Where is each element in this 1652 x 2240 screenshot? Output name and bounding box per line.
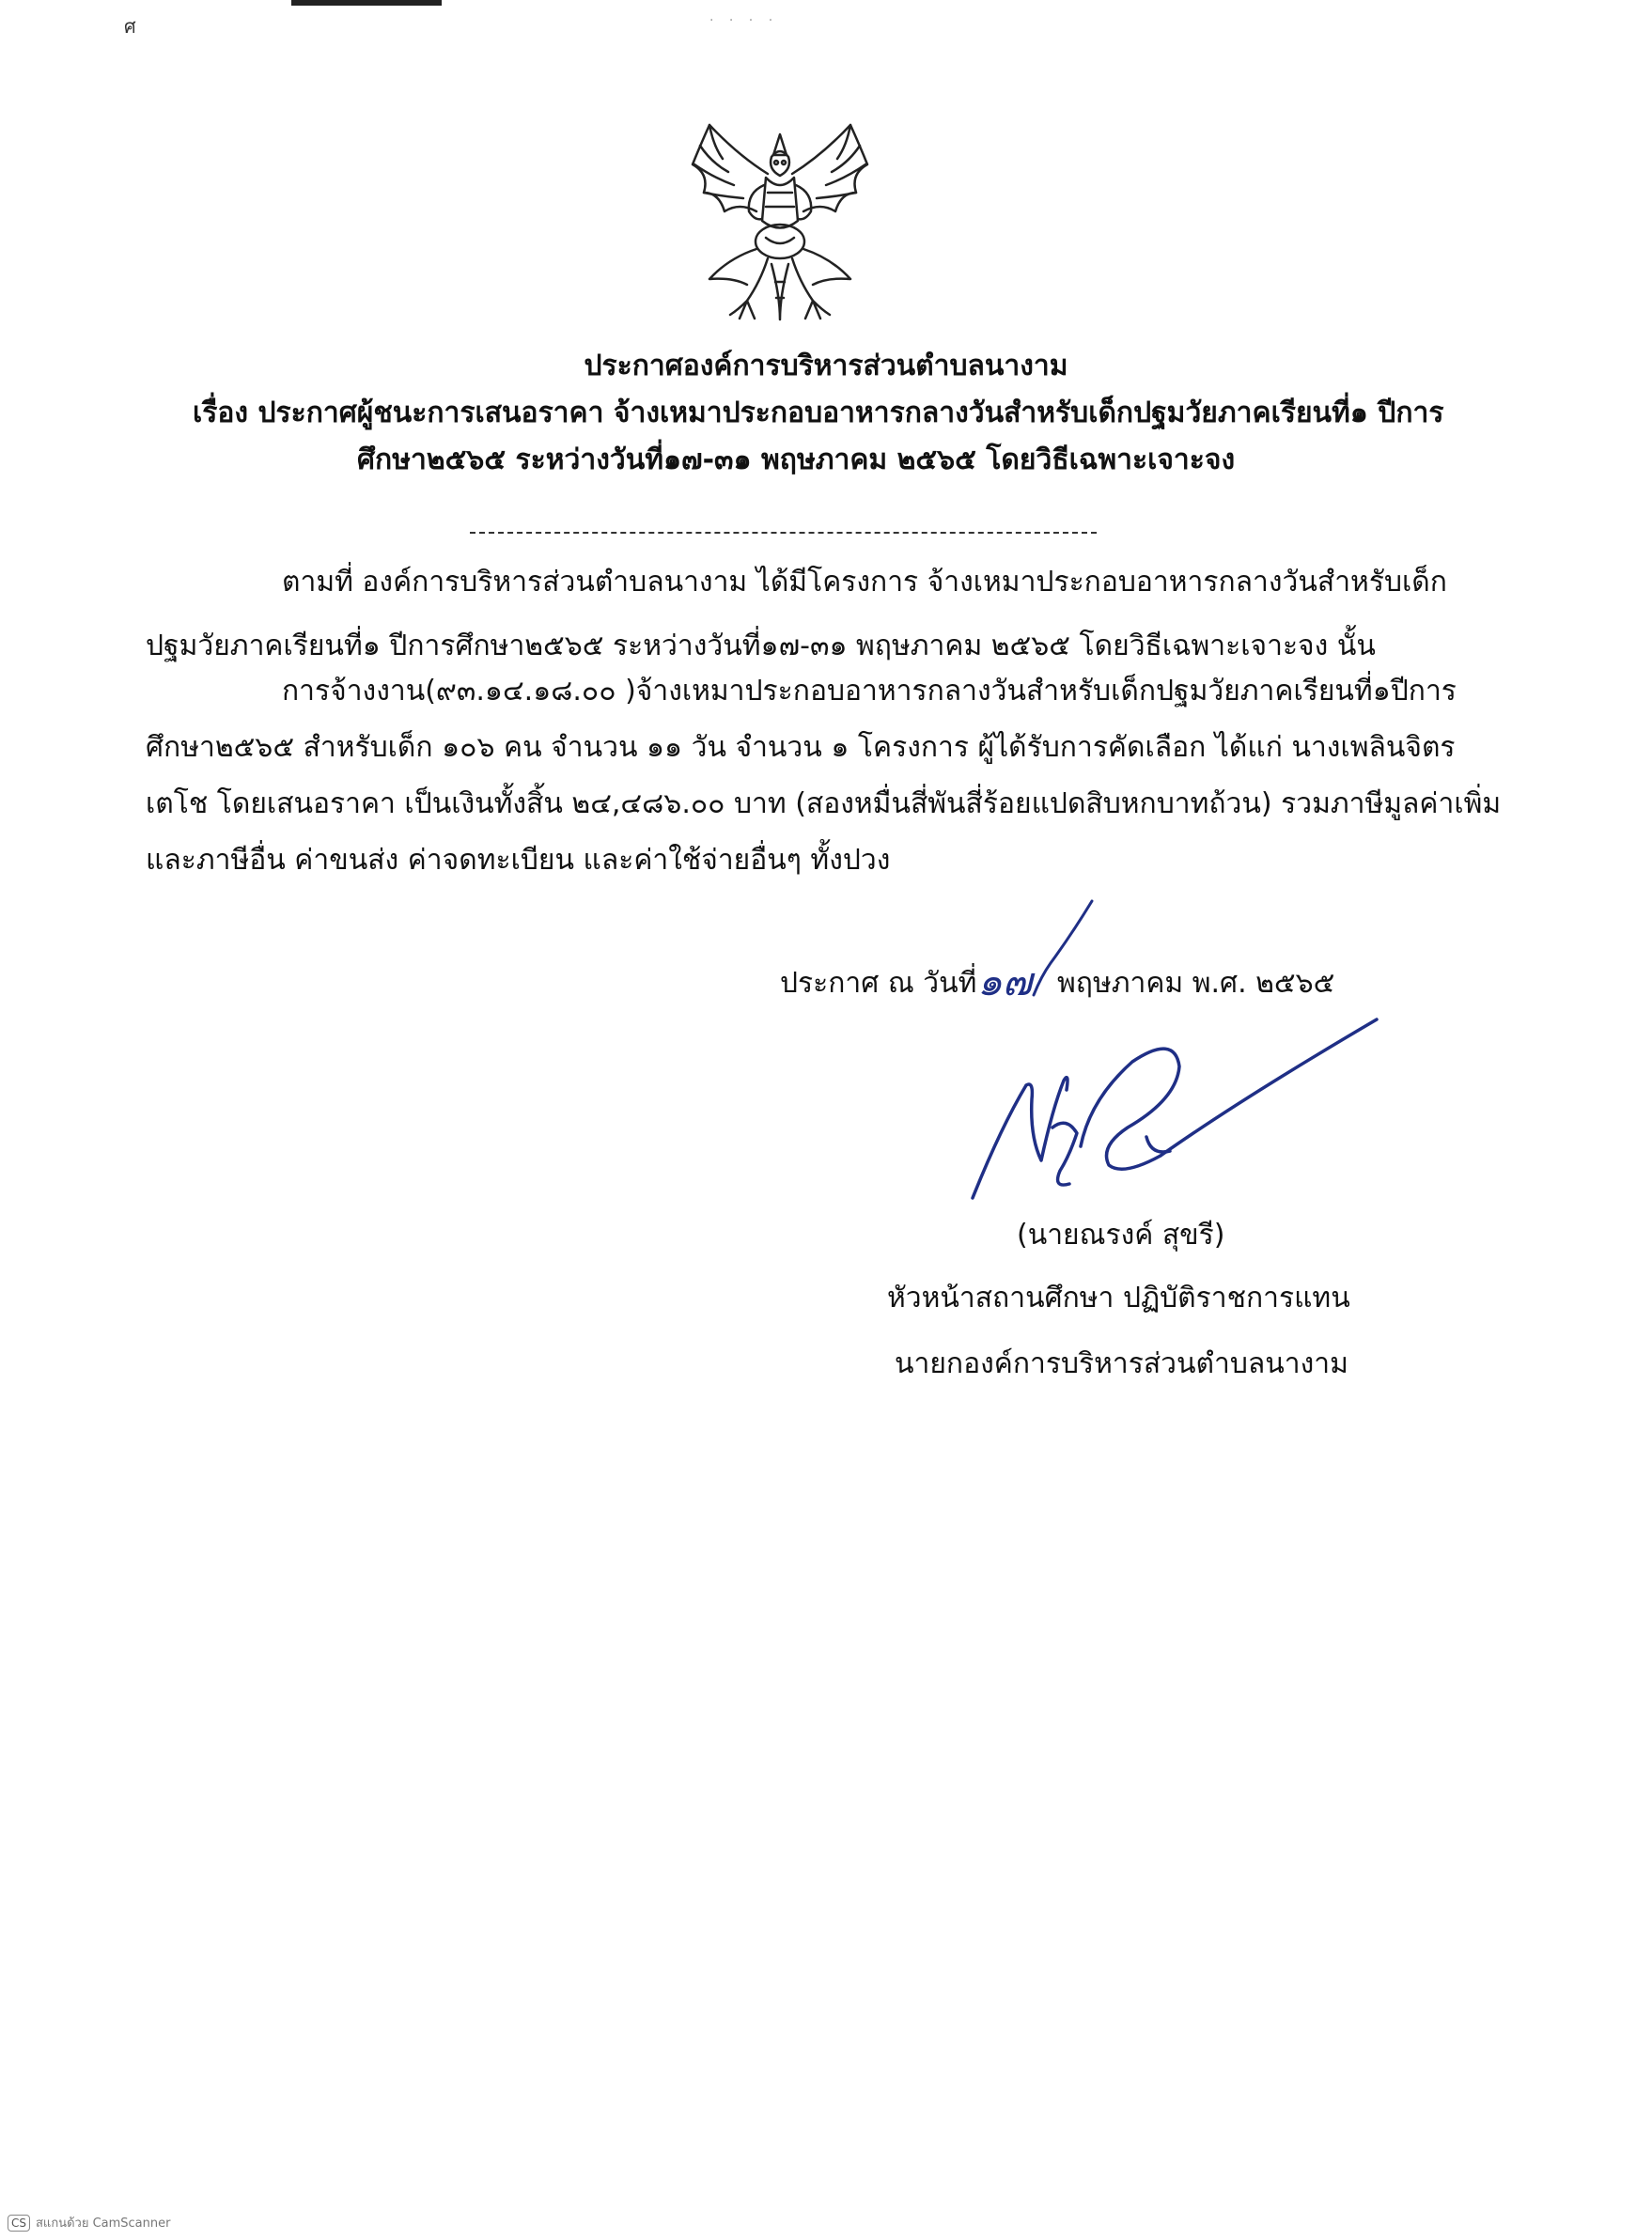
announcement-org-title: ประกาศองค์การบริหารส่วนตำบลนางาม xyxy=(584,350,1068,382)
signatory-position-line-2: นายกองค์การบริหารส่วนตำบลนางาม xyxy=(895,1347,1348,1380)
scanner-footer-text: สแกนด้วย CamScanner xyxy=(36,2217,171,2231)
signatory-position-line-1: หัวหน้าสถานศึกษา ปฏิบัติราชการแทน xyxy=(887,1282,1350,1314)
body-line-1: ตามที่ องค์การบริหารส่วนตำบลนางาม ได้มีโครงการ จ้างเหมาประกอบอาหารกลางวันสำหรับเด็ก xyxy=(282,566,1447,599)
garuda-emblem-icon xyxy=(681,117,879,329)
body-line-5: เตโช โดยเสนอราคา เป็นเงินทั้งสิ้น ๒๔,๔๘๖.๐๐ บาท (สองหมื่นสี่พันสี่ร้อยแปดสิบหกบาทถ้วน) รวมภาษีมูลค่าเพิ่ม xyxy=(146,787,1502,820)
body-line-2: ปฐมวัยภาคเรียนที่๑ ปีการศึกษา๒๕๖๕ ระหว่างวันที่๑๗-๓๑ พฤษภาคม ๒๕๖๕ โดยวิธีเฉพาะเจาะจง นั้น xyxy=(146,630,1376,662)
scan-dots: · · · · xyxy=(709,13,779,28)
scanner-footer xyxy=(8,2213,170,2232)
camscanner-logo-icon: CS xyxy=(8,2215,30,2232)
announcement-subject-line-1: เรื่อง ประกาศผู้ชนะการเสนอราคา จ้างเหมาประกอบอาหารกลางวันสำหรับเด็กปฐมวัยภาคเรียนที่๑ ปีการ xyxy=(193,397,1444,429)
body-line-6: และภาษีอื่น ค่าขนส่ง ค่าจดทะเบียน และค่าใช้จ่ายอื่นๆ ทั้งปวง xyxy=(146,844,891,877)
corner-glyph: ศ xyxy=(124,15,136,38)
scan-mark-bar xyxy=(291,0,442,6)
announce-date-handwritten-day: ๑๗ xyxy=(977,958,1033,1004)
body-line-4: ศึกษา๒๕๖๕ สำหรับเด็ก ๑๐๖ คน จำนวน ๑๑ วัน จำนวน ๑ โครงการ ผู้ได้รับการคัดเลือก ได้แก่ นางเพลินจิตร xyxy=(146,731,1456,764)
body-line-3: การจ้างงาน(๙๓.๑๔.๑๘.๐๐ )จ้างเหมาประกอบอาหารกลางวันสำหรับเด็กปฐมวัยภาคเรียนที่๑ปีการ xyxy=(282,675,1457,708)
announce-date-suffix: พฤษภาคม พ.ศ. ๒๕๖๕ xyxy=(1057,967,1335,1000)
signature-image xyxy=(958,996,1400,1221)
title-divider xyxy=(470,532,1097,534)
announcement-subject-line-2: ศึกษา๒๕๖๕ ระหว่างวันที่๑๗-๓๑ พฤษภาคม ๒๕๖๕ โดยวิธีเฉพาะเจาะจง xyxy=(357,443,1236,476)
announce-date-prefix: ประกาศ ณ วันที่ xyxy=(780,967,977,1000)
signatory-name: (นายณรงค์ สุขรี) xyxy=(1017,1219,1225,1252)
